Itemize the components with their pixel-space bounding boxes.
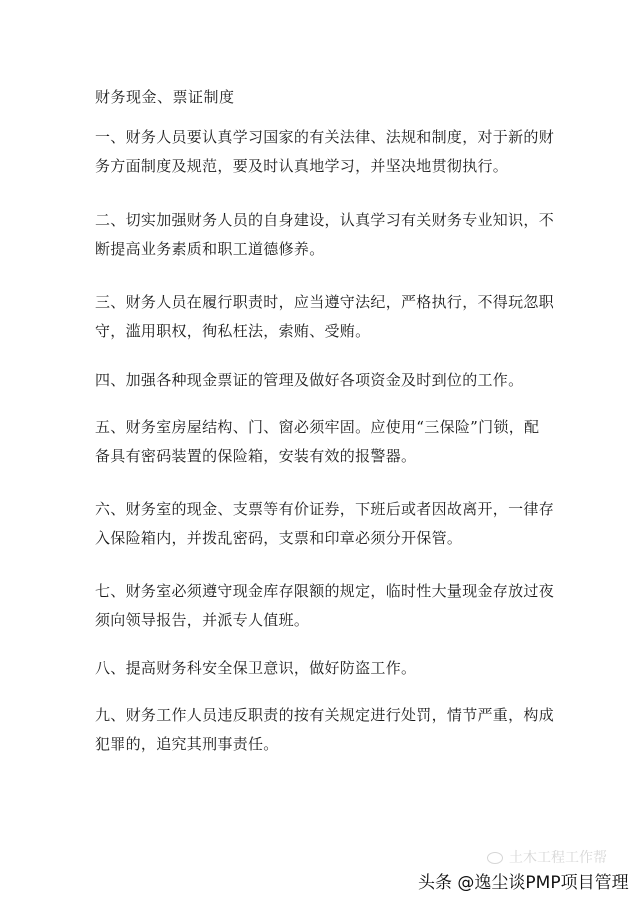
paragraph-line: 四、加强各种现金票证的管理及做好各项资金及时到位的工作。 [95, 371, 524, 389]
paragraph-line: 断提高业务素质和职工道德修养。 [95, 240, 325, 258]
paragraph-line: 七、财务室必须遵守现金库存限额的规定，临时性大量现金存放过夜 [95, 582, 555, 600]
paragraph-8 [95, 654, 557, 683]
paragraph-line: 二、切实加强财务人员的自身建设，认真学习有关财务专业知识，不 [95, 211, 555, 229]
paragraph-line: 一、财务人员要认真学习国家的有关法律、法规和制度，对于新的财 [95, 128, 555, 146]
paragraph-line: 须向领导报告，并派专人值班。 [95, 611, 310, 629]
paragraph-2 [95, 206, 557, 264]
paragraph-line: 犯罪的，追究其刑事责任。 [95, 735, 279, 753]
paragraph-line: 备具有密码装置的保险箱，安装有效的报警器。 [95, 447, 417, 465]
footer-watermark: 头条 @逸尘谈PMP项目管理 [418, 873, 629, 893]
paragraph-line: 守，滥用职权，徇私枉法，索贿、受贿。 [95, 322, 371, 340]
wechat-icon [487, 852, 503, 864]
paragraph-5 [95, 413, 557, 471]
paragraph-1 [95, 123, 557, 181]
paragraph-line: 三、财务人员在履行职责时，应当遵守法纪，严格执行，不得玩忽职 [95, 293, 555, 311]
paragraph-3 [95, 288, 557, 346]
paragraph-9 [95, 701, 557, 759]
paragraph-line: 九、财务工作人员违反职责的按有关规定进行处罚，情节严重，构成 [95, 706, 555, 724]
paragraph-4 [95, 366, 557, 395]
faint-watermark-text: 土木工程工作帮 [509, 850, 607, 866]
faint-watermark [487, 847, 607, 867]
paragraph-6 [95, 495, 557, 553]
paragraph-line: 入保险箱内，并拨乱密码，支票和印章必须分开保管。 [95, 529, 463, 547]
paragraph-line: 八、提高财务科安全保卫意识，做好防盗工作。 [95, 659, 417, 677]
paragraph-line: 务方面制度及规范，要及时认真地学习，并坚决地贯彻执行。 [95, 157, 509, 175]
paragraph-line: 六、财务室的现金、支票等有价证券，下班后或者因故离开，一律存 [95, 500, 555, 518]
paragraph-line: 五、财务室房屋结构、门、窗必须牢固。应使用“三保险”门锁，配 [95, 418, 540, 436]
document-title: 财务现金、票证制度 [95, 88, 235, 106]
paragraph-7 [95, 577, 557, 635]
